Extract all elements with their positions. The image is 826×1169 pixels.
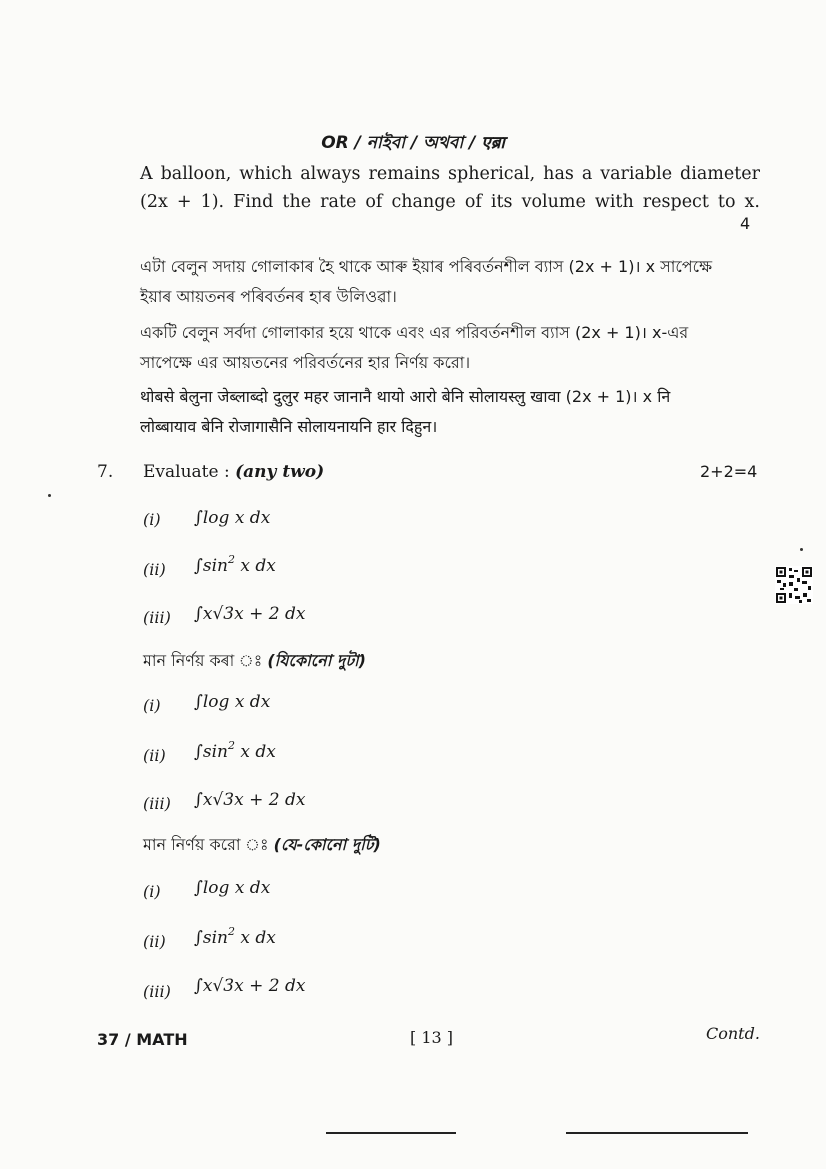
qr-code-icon (775, 566, 813, 604)
assamese-line-2: ইয়াৰ আয়তনৰ পৰিবৰ্তনৰ হাৰ উলিওৱা। (140, 287, 397, 306)
assamese-instruction: মান নিৰ্ণয় কৰা ঃ (যিকোনো দুটা) (143, 651, 366, 670)
bodo-question (140, 382, 760, 442)
page-number: [ 13 ] (410, 1028, 454, 1047)
assamese-line-1: এটা বেলুন সদায় গোলাকাৰ হৈ থাকে আৰু ইয়াৰ পৰিবৰ্তনশীল ব্যাস (2x + 1)। x সাপেক্ষে (140, 257, 713, 276)
bengali-instruction: মান নির্ণয় করো ঃ (যে-কোনো দুটি) (143, 835, 381, 854)
assamese-question (140, 252, 760, 312)
integral-expression: ∫log x dx (194, 878, 271, 898)
stray-mark (800, 548, 803, 551)
bodo-line-2: लोब्बायाव बेनि रोजागासैनि सोलायनायनि हार दिहुन। (140, 417, 438, 436)
bottom-rule-left (326, 1132, 456, 1134)
bengali-line-2: সাপেক্ষে এর আয়তনের পরিবর্তনের হার নির্ণয় করো। (140, 353, 471, 372)
bodo-line-1: थोबसे बेलुना जेब्लाब्दो दुलुर महर जानानै थायो आरो बेनि सोलायस्लु खावा (2x + 1)। x नि (140, 387, 671, 406)
integral-expression: ∫log x dx (194, 508, 271, 528)
english-question-line-1: A balloon, which always remains spherical, has a variable diameter (140, 164, 760, 184)
bengali-question (140, 318, 760, 378)
continued-label: Contd. (706, 1024, 760, 1043)
integral-expression: ∫log x dx (194, 692, 271, 712)
item-label: (ii) (143, 746, 166, 765)
question-text (143, 462, 324, 482)
integral-expression: ∫x√3x + 2 dx (194, 976, 306, 996)
question-marks: 2+2=4 (700, 462, 758, 481)
integral-expression: $\int\sin^2$ x dx (194, 925, 276, 948)
item-label: (i) (143, 882, 161, 901)
bengali-line-1: একটি বেলুন সর্বদা গোলাকার হয়ে থাকে এবং এর পরিবর্তনশীল ব্যাস (2x + 1)। x-এর (140, 323, 689, 342)
question-prefix: Evaluate : (143, 462, 236, 482)
item-label: (ii) (143, 560, 166, 579)
item-label: (i) (143, 696, 161, 715)
item-label: (iii) (143, 794, 171, 813)
english-question-line-2: (2x + 1). Find the rate of change of its volume with respect to x. (140, 192, 760, 212)
item-label: (i) (143, 510, 161, 529)
integral-expression: $\int\sin^2$ x dx (194, 739, 276, 762)
integral-expression: ∫x√3x + 2 dx (194, 604, 306, 624)
item-label: (ii) (143, 932, 166, 951)
item-label: (iii) (143, 982, 171, 1001)
stray-mark (48, 494, 51, 497)
question-choice: (any two) (235, 462, 325, 482)
or-separator: OR / নাইবা / অথবা / एब्रा (321, 133, 505, 153)
item-label: (iii) (143, 608, 171, 627)
integral-expression: ∫x√3x + 2 dx (194, 790, 306, 810)
english-question-marks: 4 (740, 214, 751, 233)
question-number: 7. (97, 462, 114, 482)
paper-code: 37 / MATH (97, 1030, 188, 1049)
integral-expression: $\int\sin^2$ x dx (194, 553, 276, 576)
bottom-rule-right (566, 1132, 748, 1134)
